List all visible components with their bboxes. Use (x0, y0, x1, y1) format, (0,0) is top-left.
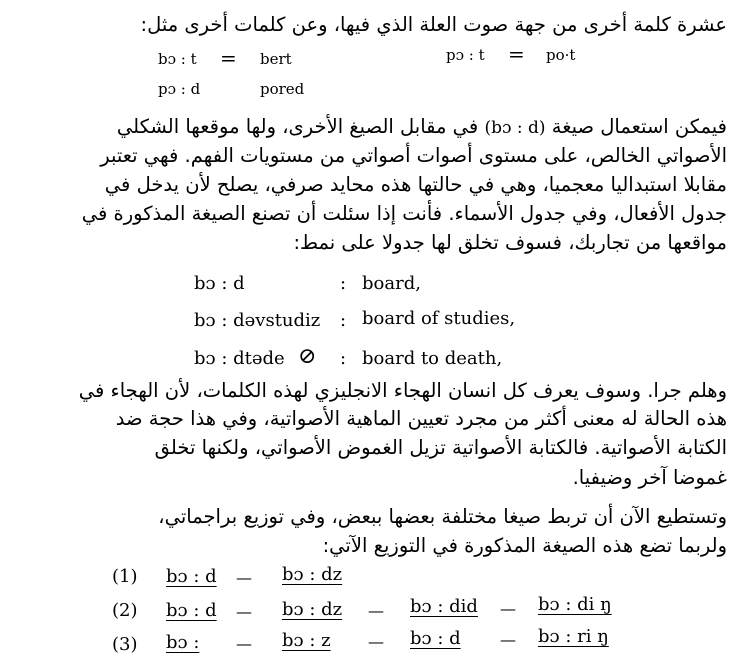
text-line: عشرة كلمة أخرى من جهة صوت العلة الذي فيها، وعن كلمات أخرى مثل: (140, 13, 727, 36)
phonetic-form: bɔ : dtəde (194, 348, 285, 369)
gloss: board to death, (362, 348, 503, 369)
text-segment: فيمكن استعمال صيغة (551, 115, 727, 138)
dash: — (368, 601, 384, 620)
row-label: (2) (112, 600, 138, 621)
text-line: جدول الأفعال، وفي جدول الأسماء. فأنت إذا سئلت أن تصنع الصيغة المذكورة في (81, 202, 727, 225)
gloss: bert (260, 50, 292, 68)
phonetic-form: bɔ : dz (282, 564, 343, 585)
phonetic-form: bɔ : (166, 632, 200, 653)
phonetic-form: bɔ : dz (282, 599, 343, 620)
text-line: الأصواتي الخالص، على مستوى أصوات أصواتي من مستويات الفهم. فهي تعتبر (100, 144, 727, 167)
phonetic-form: bɔ : di ŋ (538, 594, 612, 615)
equals-sign: = (220, 46, 237, 70)
dash: — (236, 568, 252, 587)
dash: — (500, 599, 516, 618)
null-mark: ⊘ (298, 344, 317, 369)
phonetic-form: bɔ : d (410, 628, 461, 649)
phonetic-form: bɔ : dəvstudiz (194, 310, 321, 331)
text-line: هذه الحالة له معنى أكثر من مجرد تعيين الماهية الأصواتية، وفي هذا حجة ضد (115, 407, 727, 430)
text-line: ولربما تضع هذه الصيغة المذكورة في التوزيع الآتي: (322, 534, 727, 557)
gloss: pored (260, 80, 305, 98)
row-label: (1) (112, 566, 138, 587)
text-line: وتستطيع الآن أن تربط صيغا مختلفة بعضها ببعض، وفي توزيع براجماتي، (158, 505, 727, 528)
phonetic-form: pɔ : d (158, 80, 201, 98)
separator: : (340, 273, 347, 294)
phonetic-form: bɔ : did (410, 596, 478, 617)
dash: — (236, 602, 252, 621)
inline-phonetic: (bɔ : d) (484, 118, 546, 138)
row-label: (3) (112, 634, 138, 655)
text-segment: في مقابل الصيغ الأخرى، ولها موقعها الشكلي (116, 115, 479, 138)
phonetic-form: bɔ : t (158, 50, 197, 68)
dash: — (500, 630, 516, 649)
phonetic-form: bɔ : d (166, 566, 217, 587)
gloss: board, (362, 273, 421, 294)
text-line: غموضا آخر وضيفيا. (572, 466, 727, 489)
gloss: po·t (546, 46, 576, 64)
phonetic-form: bɔ : d (166, 600, 217, 621)
phonetic-form: bɔ : ri ŋ (538, 626, 609, 647)
text-line: مقابلا استبداليا معجميا، وهي في حالتها هذه محايد صرفي، يصلح لأن يدخل في (104, 173, 727, 196)
text-line (3, 114, 727, 141)
text-line: مواقعها من تجاربك، فسوف تخلق لها جدولا على نمط: (293, 231, 727, 254)
text-line: وهلم جرا. وسوف يعرف كل انسان الهجاء الانجليزي لهذه الكلمات، لأن الهجاء في (78, 379, 727, 402)
phonetic-form: bɔ : d (194, 273, 245, 294)
separator: : (340, 310, 347, 331)
text-line: الكتابة الأصواتية. فالكتابة الأصواتية تزيل الغموض الأصواتي، ولكنها تخلق (154, 436, 727, 459)
dash: — (368, 632, 384, 651)
phonetic-form: bɔ : z (282, 630, 331, 651)
phonetic-form: pɔ : t (446, 46, 485, 64)
gloss: board of studies, (362, 308, 516, 329)
separator: : (340, 348, 347, 369)
dash: — (236, 634, 252, 653)
equals-sign: = (508, 42, 525, 66)
